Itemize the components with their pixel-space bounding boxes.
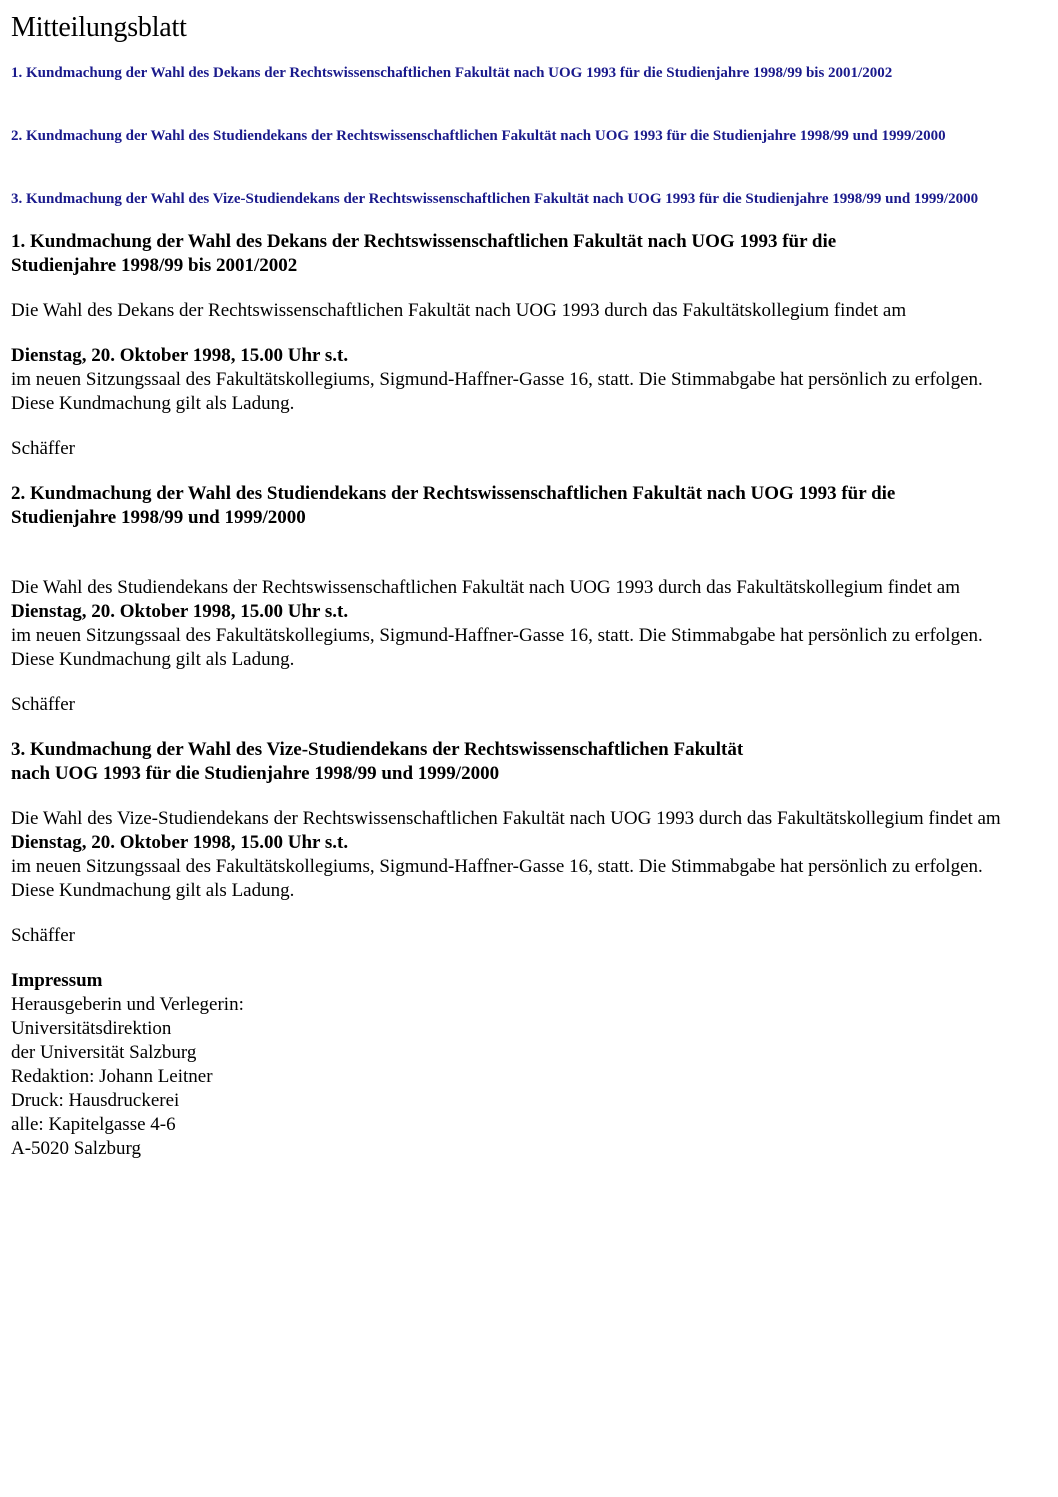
- section-heading: [11, 482, 1047, 530]
- section-intro: Die Wahl des Dekans der Rechtswissenschaftlichen Fakultät nach UOG 1993 durch das Fakultätskollegium findet am: [11, 300, 907, 321]
- impressum-line: alle: Kapitelgasse 4-6: [11, 1114, 176, 1135]
- section-heading-line: 1. Kundmachung der Wahl des Dekans der Rechtswissenschaftlichen Fakultät nach UOG 1993 für die: [11, 231, 837, 252]
- toc-entry: [11, 125, 1047, 147]
- impressum-line: der Universität Salzburg: [11, 1042, 197, 1063]
- spacer: [11, 672, 1047, 693]
- impressum-line: Universitätsdirektion: [11, 1018, 172, 1039]
- section-note: Diese Kundmachung gilt als Ladung.: [11, 880, 295, 901]
- announcement-section-1: [11, 230, 1047, 482]
- section-heading-line: Studienjahre 1998/99 und 1999/2000: [11, 507, 306, 528]
- impressum-line: Herausgeberin und Verlegerin:: [11, 994, 244, 1015]
- section-location: im neuen Sitzungssaal des Fakultätskollegiums, Sigmund-Haffner-Gasse 16, statt. Die Stimmabgabe hat persönlich zu erfolgen.: [11, 856, 983, 877]
- section-note: Diese Kundmachung gilt als Ladung.: [11, 393, 295, 414]
- announcement-section-2: [11, 482, 1047, 738]
- spacer: [11, 530, 1047, 576]
- section-date: Dienstag, 20. Oktober 1998, 15.00 Uhr s.t.: [11, 832, 349, 853]
- section-signature: Schäffer: [11, 694, 76, 715]
- section-intro: Die Wahl des Studiendekans der Rechtswissenschaftlichen Fakultät nach UOG 1993 durch das Fakultätskollegium findet am: [11, 577, 960, 598]
- section-date: Dienstag, 20. Oktober 1998, 15.00 Uhr s.t.: [11, 601, 349, 622]
- toc-entry: [11, 62, 1047, 84]
- announcement-section-3: [11, 738, 1047, 969]
- section-heading-line: nach UOG 1993 für die Studienjahre 1998/99 und 1999/2000: [11, 763, 500, 784]
- section-heading: [11, 738, 1047, 786]
- section-intro: Die Wahl des Vize-Studiendekans der Rechtswissenschaftlichen Fakultät nach UOG 1993 durch das Fakultätskollegium findet am: [11, 808, 1001, 829]
- impressum-title: Impressum: [11, 970, 103, 991]
- toc-link-3[interactable]: 3. Kundmachung der Wahl des Vize-Studiendekans der Rechtswissenschaftlichen Fakultät nach UOG 1993 für die Studienjahre 1998/99 und 1999/2000: [11, 191, 979, 207]
- toc-link-2[interactable]: 2. Kundmachung der Wahl des Studiendekans der Rechtswissenschaftlichen Fakultät nach UOG 1993 für die Studienjahre 1998/99 und 1999/2000: [11, 128, 946, 144]
- spacer: [11, 903, 1047, 924]
- impressum: [11, 969, 1047, 1161]
- spacer: [11, 461, 1047, 482]
- spacer: [11, 717, 1047, 738]
- spacer: [11, 948, 1047, 969]
- spacer: [11, 416, 1047, 437]
- section-heading: [11, 230, 1047, 278]
- section-signature: Schäffer: [11, 925, 76, 946]
- toc-link-1[interactable]: 1. Kundmachung der Wahl des Dekans der Rechtswissenschaftlichen Fakultät nach UOG 1993 für die Studienjahre 1998/99 bis 2001/2002: [11, 65, 893, 81]
- spacer: [11, 323, 1047, 344]
- section-heading-line: 2. Kundmachung der Wahl des Studiendekans der Rechtswissenschaftlichen Fakultät nach UOG 1993 für die: [11, 483, 896, 504]
- section-heading-line: 3. Kundmachung der Wahl des Vize-Studiendekans der Rechtswissenschaftlichen Fakultät: [11, 739, 744, 760]
- section-signature: Schäffer: [11, 438, 76, 459]
- spacer: [11, 786, 1047, 807]
- spacer: [11, 278, 1047, 299]
- section-location: im neuen Sitzungssaal des Fakultätskollegiums, Sigmund-Haffner-Gasse 16, statt. Die Stimmabgabe hat persönlich zu erfolgen.: [11, 625, 983, 646]
- impressum-line: Redaktion: Johann Leitner: [11, 1066, 213, 1087]
- section-heading-line: Studienjahre 1998/99 bis 2001/2002: [11, 255, 298, 276]
- impressum-line: Druck: Hausdruckerei: [11, 1090, 180, 1111]
- document-title: Mitteilungsblatt: [11, 12, 187, 43]
- table-of-contents: [11, 62, 1047, 210]
- section-note: Diese Kundmachung gilt als Ladung.: [11, 649, 295, 670]
- impressum-line: A-5020 Salzburg: [11, 1138, 141, 1159]
- toc-entry: [11, 188, 1047, 210]
- section-location: im neuen Sitzungssaal des Fakultätskollegiums, Sigmund-Haffner-Gasse 16, statt. Die Stimmabgabe hat persönlich zu erfolgen.: [11, 369, 983, 390]
- section-date: Dienstag, 20. Oktober 1998, 15.00 Uhr s.t.: [11, 345, 349, 366]
